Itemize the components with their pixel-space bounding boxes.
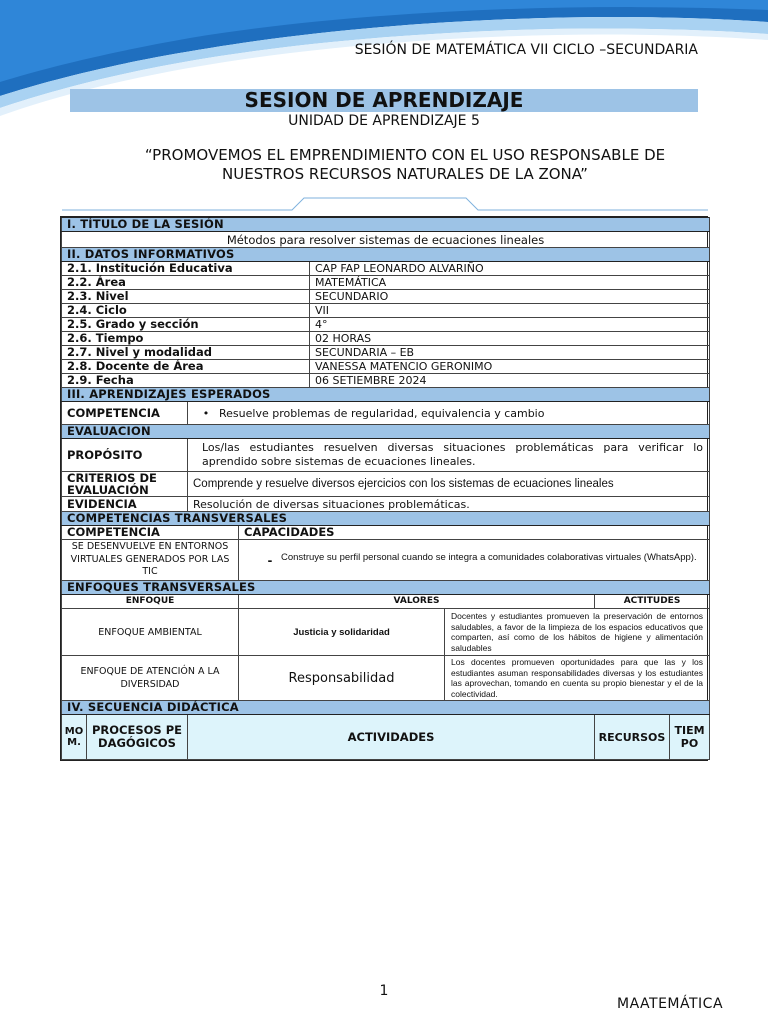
unit-title: UNIDAD DE APRENDIZAJE 5 <box>288 113 480 129</box>
enfoque-actitud: Docentes y estudiantes promueven la preservación de entornos saludables, a favor de la limpieza de los espacios educativos que comparten, así como de los hábitos de higiene y alimentación saludables <box>445 609 710 656</box>
dash-icon: - <box>267 552 273 568</box>
col-header-valores: VALORES <box>239 595 595 609</box>
info-label: 2.2. Área <box>62 276 310 290</box>
info-value: MATEMÁTICA <box>310 276 710 290</box>
transversal-competencia: SE DESENVUELVE EN ENTORNOS VIRTUALES GENERADOS POR LAS TIC <box>62 540 239 581</box>
criterios-label: CRITERIOS DE EVALUACIÓN <box>62 472 188 497</box>
section-title: ENFOQUES TRANSVERSALES <box>62 581 710 595</box>
col-header-capacidades: CAPACIDADES <box>239 526 710 540</box>
decorative-separator <box>62 195 708 215</box>
col-header-momento: MOM. <box>62 715 87 760</box>
competencia-text: Resuelve problemas de regularidad, equivalencia y cambio <box>219 406 545 420</box>
info-label: 2.8. Docente de Área <box>62 360 310 374</box>
col-header-tiempo: TIEMPO <box>670 715 710 760</box>
unit-slogan: “PROMOVEMOS EL EMPRENDIMIENTO CON EL USO RESPONSABLE DE NUESTROS RECURSOS NATURALES DE LA ZONA” <box>144 146 666 183</box>
enfoque-valor: Responsabilidad <box>239 656 445 701</box>
section-title: II. DATOS INFORMATIVOS <box>62 248 710 262</box>
proposito-label: PROPÓSITO <box>62 439 188 472</box>
info-value: 4° <box>310 318 710 332</box>
info-label: 2.7. Nivel y modalidad <box>62 346 310 360</box>
info-label: 2.3. Nivel <box>62 290 310 304</box>
info-label: 2.1. Institución Educativa <box>62 262 310 276</box>
session-title-value: Métodos para resolver sistemas de ecuaciones lineales <box>62 232 710 248</box>
info-label: 2.5. Grado y sección <box>62 318 310 332</box>
info-label: 2.9. Fecha <box>62 374 310 388</box>
document-title: SESION DE APRENDIZAJE <box>70 89 698 112</box>
transversal-capacidad <box>239 540 710 581</box>
info-value: VANESSA MATENCIO GERONIMO <box>310 360 710 374</box>
competencia-value <box>188 402 710 425</box>
section-title: COMPETENCIAS TRANSVERSALES <box>62 512 710 526</box>
info-value: SECUNDARIA – EB <box>310 346 710 360</box>
enfoque-actitud: Los docentes promueven oportunidades para que las y los estudiantes asuman responsabilidades diversas y los estudiantes las aprovechan, tomando en cuenta su propio bienestar y el de la colectividad. <box>445 656 710 701</box>
info-label: 2.6. Tiempo <box>62 332 310 346</box>
session-table <box>61 217 710 760</box>
col-header-competencia: COMPETENCIA <box>62 526 239 540</box>
info-value: CAP FAP LEONARDO ALVARIÑO <box>310 262 710 276</box>
session-header-line: SESIÓN DE MATEMÁTICA VII CICLO –SECUNDARIA <box>354 42 698 58</box>
col-header-actitudes: ACTITUDES <box>595 595 710 609</box>
criterios-value: Comprende y resuelve diversos ejercicios con los sistemas de ecuaciones lineales <box>188 472 710 497</box>
col-header-recursos: RECURSOS <box>595 715 670 760</box>
proposito-value: Los/las estudiantes resuelven diversas situaciones problemáticas para verificar lo aprendido sobre sistemas de ecuaciones lineales. <box>188 439 710 472</box>
col-header-procesos: PROCESOS PEDAGÓGICOS <box>87 715 188 760</box>
transversal-capacidad-text: Construye su perfil personal cuando se integra a comunidades colaborativas virtuales (WhatsApp). <box>281 552 697 563</box>
enfoque-valor: Justicia y solidaridad <box>239 609 445 656</box>
info-value: 02 HORAS <box>310 332 710 346</box>
evidencia-value: Resolución de diversas situaciones problemáticas. <box>188 497 710 512</box>
info-value: 06 SETIEMBRE 2024 <box>310 374 710 388</box>
section-title: III. APRENDIZAJES ESPERADOS <box>62 388 710 402</box>
info-value: SECUNDARIO <box>310 290 710 304</box>
enfoque-name: ENFOQUE DE ATENCIÓN A LA DIVERSIDAD <box>62 656 239 701</box>
session-sheet <box>60 216 708 761</box>
info-label: 2.4. Ciclo <box>62 304 310 318</box>
competencia-label: COMPETENCIA <box>62 402 188 425</box>
section-title: EVALUACION <box>62 425 710 439</box>
section-title: I. TÍTULO DE LA SESIÓN <box>62 218 710 232</box>
evidencia-label: EVIDENCIA <box>62 497 188 512</box>
footer-subject: MAATEMÁTICA <box>617 996 724 1012</box>
col-header-enfoque: ENFOQUE <box>62 595 239 609</box>
section-title: IV. SECUENCIA DIDÁCTICA <box>62 701 710 715</box>
info-value: VII <box>310 304 710 318</box>
col-header-actividades: ACTIVIDADES <box>188 715 595 760</box>
enfoque-name: ENFOQUE AMBIENTAL <box>62 609 239 656</box>
page-number: 1 <box>379 983 389 999</box>
bullet-icon: • <box>202 406 210 420</box>
